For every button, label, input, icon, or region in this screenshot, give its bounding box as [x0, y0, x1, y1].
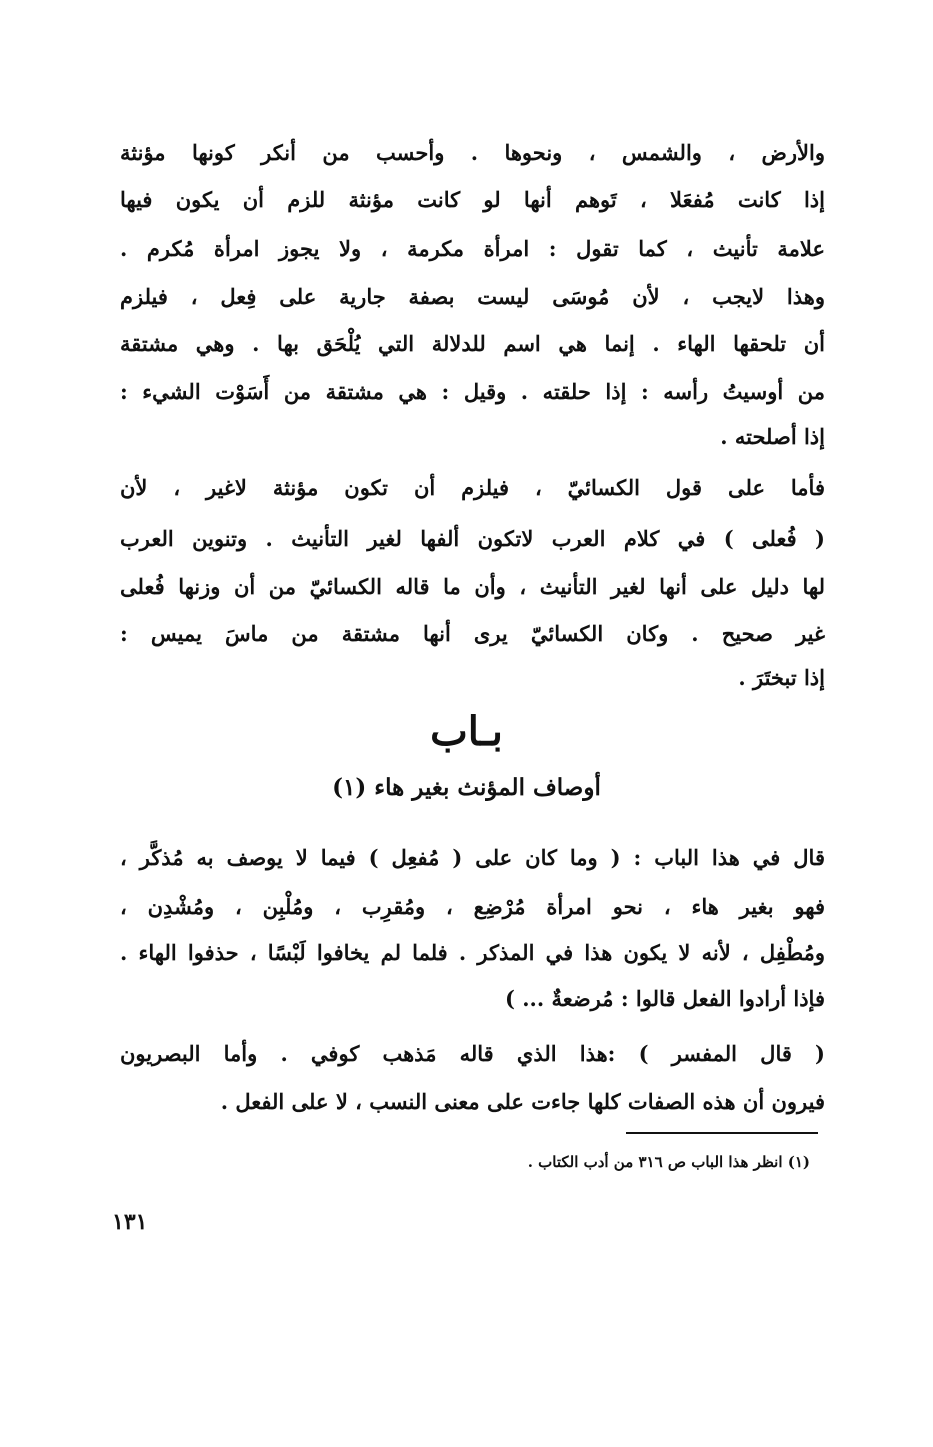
text-line: غير صحيح . وكان الكسائيّ يرى أنها مشتقة من ماسَ يميس : [120, 621, 825, 646]
text-line: ( فُعلى ) في كلام العرب لاتكون ألفها لغير التأنيث . وتنوين العرب [120, 526, 825, 551]
text-line: ( قال المفسر ) :هذا الذي قاله مَذهب كوفي . وأما البصريون [120, 1041, 825, 1066]
text-line: فيرون أن هذه الصفات كلها جاءت على معنى النسب ، لا على الفعل . [220, 1089, 825, 1114]
text-line: لها دليل على أنها لغير التأنيث ، وأن ما قاله الكسائيّ من أن وزنها فُعلى [120, 574, 825, 599]
text-line: إذا كانت مُفعَلا ، تَوهم أنها لو كانت مؤنثة للزم أن يكون فيها [120, 187, 825, 212]
text-line: فإذا أرادوا الفعل قالوا : مُرضعةٌ ... ) [504, 986, 825, 1011]
text-line: والأرض ، والشمس ، ونحوها . وأحسب من أنكر كونها مؤنثة [120, 140, 825, 165]
text-line: وهذا لايجب ، لأن مُوسَى ليست بصفة جارية على فِعل ، فيلزم [120, 284, 825, 309]
page-number: ١٣١ [112, 1209, 148, 1235]
chapter-title: بـاب [430, 708, 503, 755]
footnote: (١) انظر هذا الباب ص ٣١٦ من أدب الكتاب . [527, 1153, 810, 1171]
text-line: فأما على قول الكسائيّ ، فيلزم أن تكون مؤنثة لاغير ، لأن [120, 475, 825, 500]
text-line: قال في هذا الباب : ( وما كان على ( مُفعِل ) فيما لا يوصف به مُذكَّر ، [120, 845, 825, 870]
text-line: فهو بغير هاء ، نحو امرأة مُرْضِع ، ومُقرِب ، ومُلْبِن ، ومُشْدِن ، [120, 894, 825, 919]
footnote-divider [626, 1132, 818, 1134]
text-line: إذا أصلحته . [720, 424, 825, 449]
text-line: علامة تأنيث ، كما تقول : امرأة مكرمة ، ولا يجوز امرأة مُكرم . [120, 236, 825, 261]
text-line: أن تلحقها الهاء . إنما هي اسم للدلالة التي يُلْحَق بها . وهي مشتقة [120, 331, 825, 356]
chapter-subtitle: أوصاف المؤنث بغير هاء (١) [332, 774, 601, 801]
text-line: من أوسيتُ رأسه : إذا حلقته . وقيل : هي مشتقة من أَسَوْت الشيء : [120, 379, 825, 404]
text-line: ومُطْفِل ، لأنه لا يكون هذا في المذكر . فلما لم يخافوا لَبْسًا ، حذفوا الهاء . [120, 940, 825, 965]
text-line: إذا تبختَرَ . [738, 665, 825, 690]
